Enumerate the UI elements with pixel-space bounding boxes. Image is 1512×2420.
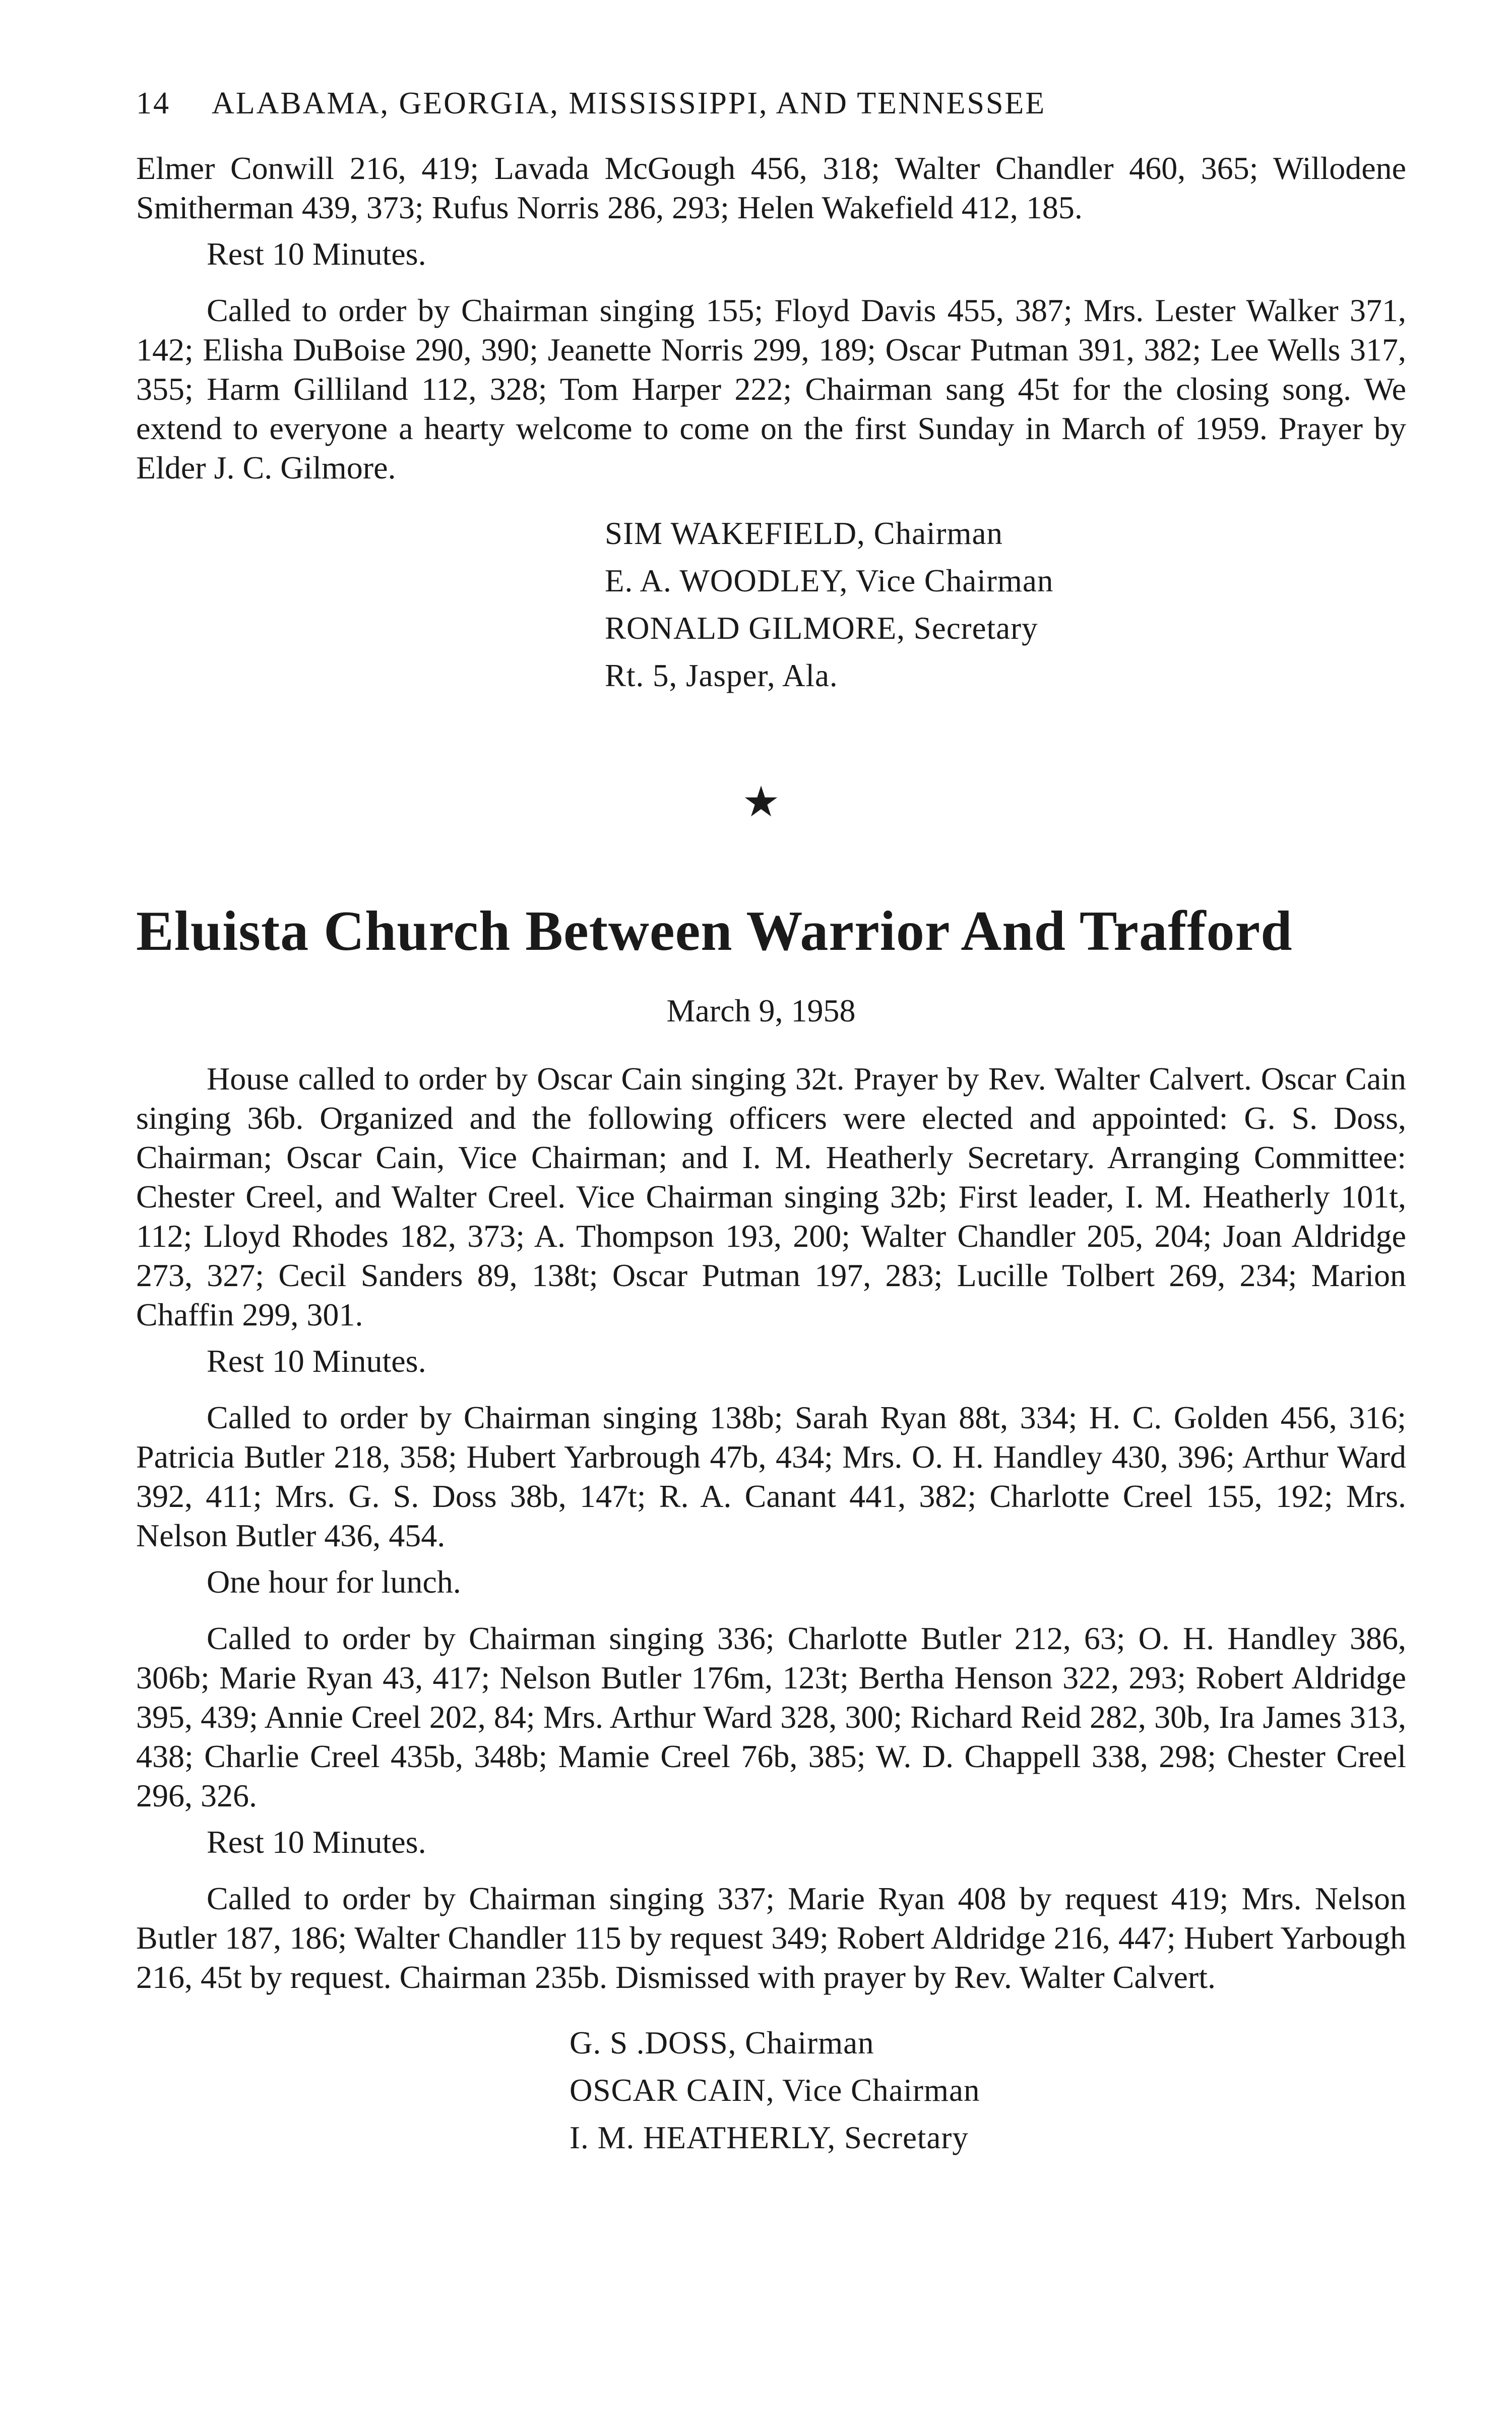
signature-vice-chairman: OSCAR CAIN, Vice Chairman <box>570 2073 980 2108</box>
page-number: 14 <box>136 86 170 120</box>
paragraph-second-session: Called to order by Chairman singing 138b; Sarah Ryan 88t, 334; H. C. Golden 456, 316; Patricia Butler 218, 358; Hubert Yarbrough 47b, 434; Mrs. O. H. Handley 430, 396; Arthur Ward 392, 411; Mrs. G. S. Doss 38b, 147t; R. A. Canant 441, 382; Charlotte Creel 155, 192; Mrs. Nelson Butler 436, 454. <box>136 1400 1406 1553</box>
officers-signature-block <box>570 2019 1406 2161</box>
signature-chairman: SIM WAKEFIELD, Chairman <box>605 516 1003 551</box>
paragraph-afternoon-session: Called to order by Chairman singing 336; Charlotte Butler 212, 63; O. H. Handley 386, 306b; Marie Ryan 43, 417; Nelson Butler 176m, 123t; Bertha Henson 322, 293; Robert Aldridge 395, 439; Annie Creel 202, 84; Mrs. Arthur Ward 328, 300; Richard Reid 282, 30b, Ira James 313, 438; Charlie Creel 435b, 348b; Mamie Creel 76b, 385; W. D. Chappell 338, 298; Chester Creel 296, 326. <box>136 1620 1406 1813</box>
section-date: March 9, 1958 <box>666 993 856 1028</box>
paragraph-opening-session: House called to order by Oscar Cain singing 32t. Prayer by Rev. Walter Calvert. Oscar Cain singing 36b. Organized and the following officers were elected and appointed: G. S. Doss, Chairman; Oscar Cain, Vice Chairman; and I. M. Heatherly Secretary. Arranging Committee: Chester Creel, and Walter Creel. Vice Chairman singing 32b; First leader, I. M. Heatherly 101t, 112; Lloyd Rhodes 182, 373; A. Thompson 193, 200; Walter Chandler 205, 204; Joan Aldridge 273, 327; Cecil Sanders 89, 138t; Oscar Putman 197, 283; Lucille Tolbert 269, 234; Marion Chaffin 299, 301. <box>136 1061 1406 1333</box>
star-separator-icon: ★ <box>742 779 780 826</box>
signature-address: Rt. 5, Jasper, Ala. <box>605 658 838 693</box>
section-title: Eluista Church Between Warrior And Trafford <box>136 900 1293 962</box>
signature-vice-chairman: E. A. WOODLEY, Vice Chairman <box>605 563 1054 598</box>
signature-secretary: I. M. HEATHERLY, Secretary <box>570 2120 969 2155</box>
paragraph-closing-session: Called to order by Chairman singing 155; Floyd Davis 455, 387; Mrs. Lester Walker 371, 142; Elisha DuBoise 290, 390; Jeanette Norris 299, 189; Oscar Putman 391, 382; Lee Wells 317, 355; Harm Gilliland 112, 328; Tom Harper 222; Chairman sang 45t for the closing song. We extend to everyone a hearty welcome to come on the first Sunday in March of 1959. Prayer by Elder J. C. Gilmore. <box>136 292 1406 486</box>
paragraph-final-session: Called to order by Chairman singing 337; Marie Ryan 408 by request 419; Mrs. Nelson Butler 187, 186; Walter Chandler 115 by request 349; Robert Aldridge 216, 447; Hubert Yarbough 216, 45t by request. Chairman 235b. Dismissed with prayer by Rev. Walter Calvert. <box>136 1881 1406 1995</box>
paragraph-continued: Elmer Conwill 216, 419; Lavada McGough 456, 318; Walter Chandler 460, 365; Willodene Smitherman 439, 373; Rufus Norris 286, 293; Helen Wakefield 412, 185. <box>136 150 1406 225</box>
rest-note: Rest 10 Minutes. <box>207 1343 426 1379</box>
lunch-note: One hour for lunch. <box>207 1564 461 1600</box>
running-header <box>136 86 1406 122</box>
running-title: ALABAMA, GEORGIA, MISSISSIPPI, AND TENNESSEE <box>212 86 1046 120</box>
rest-note: Rest 10 Minutes. <box>207 236 426 272</box>
signature-chairman: G. S .DOSS, Chairman <box>570 2025 874 2061</box>
signature-secretary: RONALD GILMORE, Secretary <box>605 611 1038 646</box>
document-page <box>136 86 1406 2161</box>
officers-signature-block <box>605 510 1406 699</box>
rest-note: Rest 10 Minutes. <box>207 1824 426 1860</box>
